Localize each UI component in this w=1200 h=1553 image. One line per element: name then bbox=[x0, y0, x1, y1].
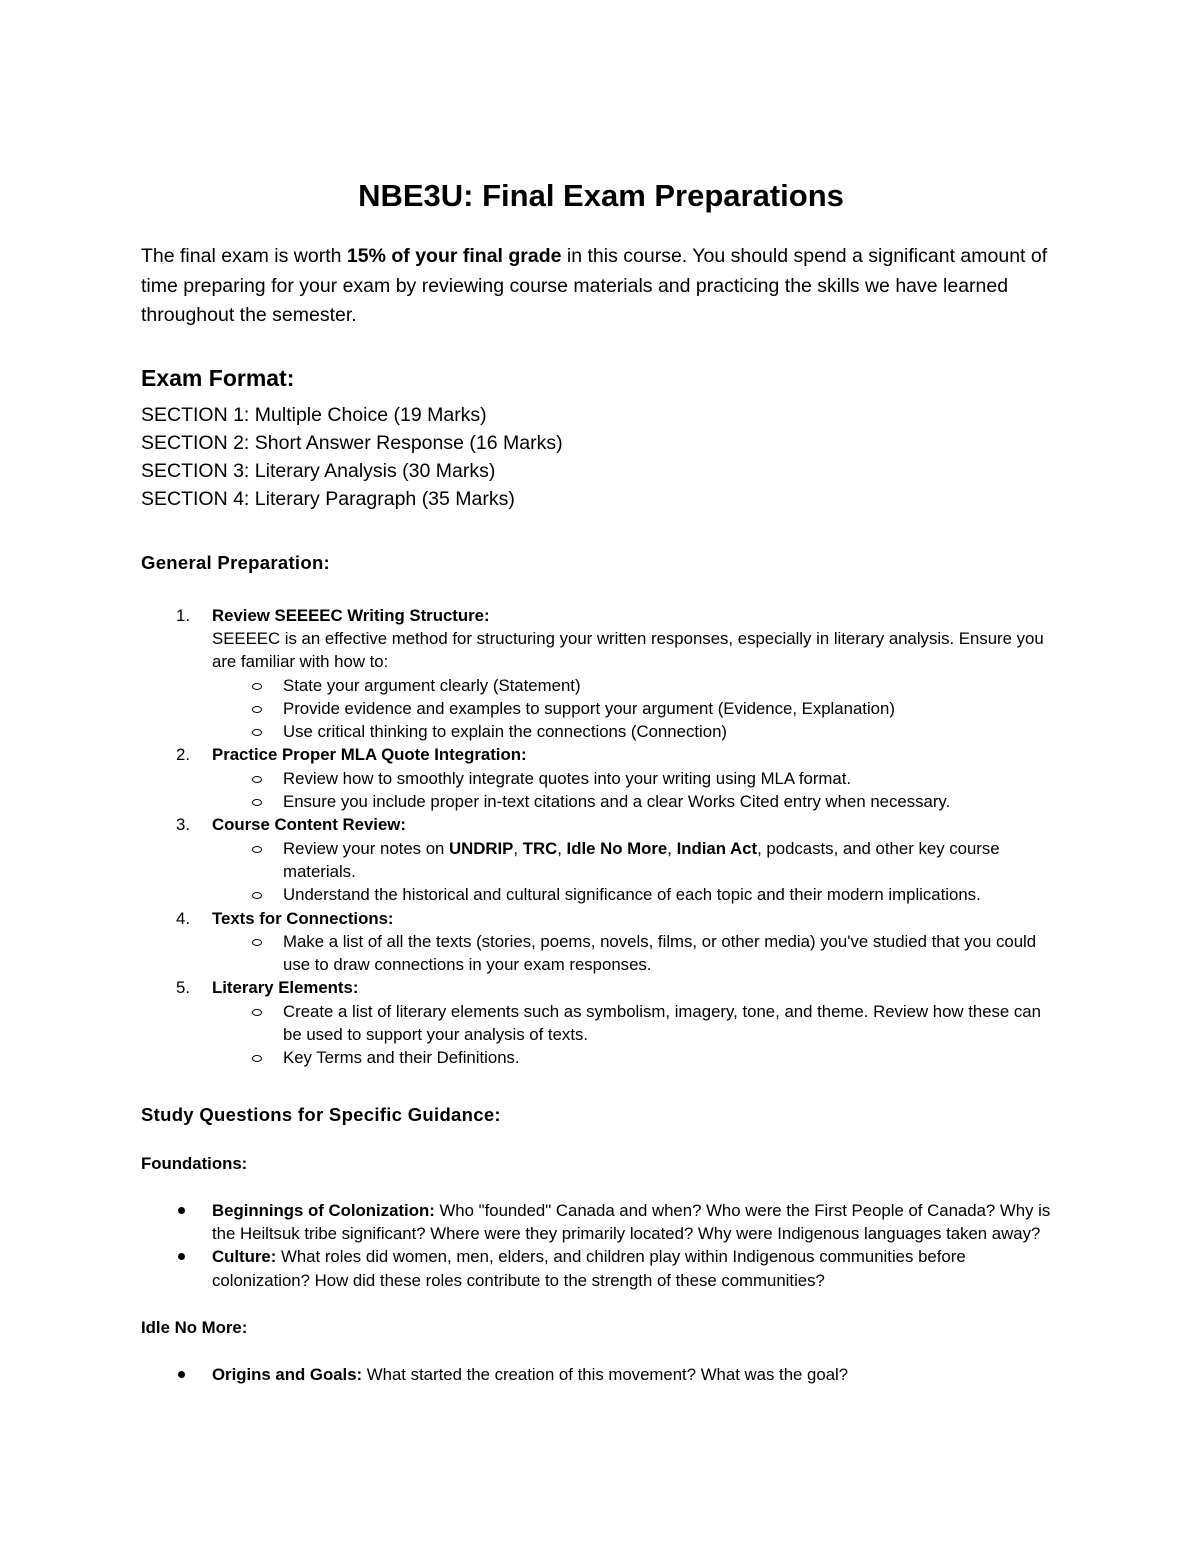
exam-section-4: SECTION 4: Literary Paragraph (35 Marks) bbox=[141, 488, 515, 511]
question-label: Beginnings of Colonization: bbox=[212, 1200, 435, 1220]
review-term-undrip: UNDRIP bbox=[449, 838, 514, 858]
review-term-idle-no-more: Idle No More bbox=[566, 838, 668, 858]
review-separator: , bbox=[667, 838, 677, 858]
prep-item-text: SEEEEC is an effective method for structuring your written responses, especially in literary analysis. Ensure you are familiar with how to: bbox=[212, 628, 1044, 672]
study-questions-heading: Study Questions for Specific Guidance: bbox=[141, 1103, 501, 1125]
sub-item: State your argument clearly (Statement) bbox=[283, 674, 1061, 697]
review-term-trc: TRC bbox=[522, 838, 558, 858]
sub-item: Review how to smoothly integrate quotes into your writing using MLA format. bbox=[283, 767, 1061, 790]
exam-section-3: SECTION 3: Literary Analysis (30 Marks) bbox=[141, 460, 496, 483]
general-preparation-list bbox=[141, 604, 1061, 1070]
sub-item: Ensure you include proper in-text citations and a clear Works Cited entry when necessary. bbox=[283, 790, 1061, 813]
sub-item: Provide evidence and examples to support your argument (Evidence, Explanation) bbox=[283, 697, 1061, 720]
sub-item: Create a list of literary elements such as symbolism, imagery, tone, and theme. Review how these can be used to support your analysis of texts. bbox=[283, 1000, 1061, 1047]
intro-emphasis: 15% of your final grade bbox=[346, 245, 562, 267]
intro-text-end: in this course. You should spend a significant amount of time preparing for your exam by reviewing course materials and practicing the skills we have learned throughout the semester. bbox=[141, 245, 1048, 326]
foundations-list bbox=[141, 1199, 1061, 1292]
study-question-item bbox=[212, 1363, 1061, 1386]
prep-item-title: Practice Proper MLA Quote Integration: bbox=[212, 745, 527, 765]
question-text: What roles did women, men, elders, and children play within Indigenous communities before colonization? How did these roles contribute to the strength of these communities? bbox=[212, 1247, 966, 1290]
prep-item-title: Texts for Connections: bbox=[212, 908, 394, 928]
review-text: , podcasts, and other key course materials. bbox=[283, 838, 1000, 881]
prep-item-title: Review SEEEEC Writing Structure: bbox=[212, 605, 490, 625]
review-text: Review your notes on bbox=[283, 838, 450, 858]
exam-format-heading: Exam Format: bbox=[141, 364, 295, 391]
sub-item: Understand the historical and cultural significance of each topic and their modern implications. bbox=[283, 883, 1061, 906]
prep-item-seeeec bbox=[212, 604, 1061, 744]
intro-text-start: The final exam is worth bbox=[141, 245, 347, 267]
prep-sublist bbox=[212, 930, 1061, 977]
exam-section-1: SECTION 1: Multiple Choice (19 Marks) bbox=[141, 403, 487, 426]
review-term-indian-act: Indian Act bbox=[676, 838, 758, 858]
prep-item-course-content bbox=[212, 813, 1061, 906]
prep-sublist bbox=[212, 837, 1061, 907]
study-question-item bbox=[212, 1199, 1061, 1246]
review-separator: , bbox=[557, 838, 567, 858]
exam-sections-list bbox=[141, 401, 1061, 514]
prep-sublist bbox=[212, 674, 1061, 744]
sub-item: Key Terms and their Definitions. bbox=[283, 1046, 1061, 1069]
question-label: Culture: bbox=[212, 1247, 277, 1267]
sub-item: Use critical thinking to explain the connections (Connection) bbox=[283, 720, 1061, 743]
sub-item: Make a list of all the texts (stories, poems, novels, films, or other media) you've studied that you could use to draw connections in your exam responses. bbox=[283, 930, 1061, 977]
review-separator: , bbox=[513, 838, 523, 858]
intro-paragraph bbox=[141, 242, 1061, 331]
prep-item-texts bbox=[212, 907, 1061, 977]
idle-no-more-heading: Idle No More: bbox=[141, 1317, 248, 1337]
prep-item-title: Literary Elements: bbox=[212, 978, 359, 998]
general-preparation-heading: General Preparation: bbox=[141, 551, 331, 573]
prep-item-mla bbox=[212, 743, 1061, 813]
prep-item-literary-elements bbox=[212, 976, 1061, 1069]
exam-section-2: SECTION 2: Short Answer Response (16 Marks) bbox=[141, 431, 563, 454]
question-text: What started the creation of this movement? What was the goal? bbox=[362, 1364, 849, 1384]
sub-item-review-notes bbox=[283, 837, 1061, 884]
idle-no-more-list bbox=[141, 1363, 1061, 1386]
study-question-item bbox=[212, 1245, 1061, 1292]
document-page bbox=[141, 178, 1061, 1386]
prep-item-title: Course Content Review: bbox=[212, 815, 406, 835]
question-label: Origins and Goals: bbox=[212, 1364, 363, 1384]
prep-sublist bbox=[212, 1000, 1061, 1070]
question-text: Who "founded" Canada and when? Who were the First People of Canada? Why is the Heiltsuk tribe significant? Where were they primarily located? Why were Indigenous languages taken away? bbox=[212, 1200, 1051, 1243]
page-title: NBE3U: Final Exam Preparations bbox=[358, 178, 844, 213]
foundations-heading: Foundations: bbox=[141, 1153, 248, 1173]
prep-sublist bbox=[212, 767, 1061, 814]
